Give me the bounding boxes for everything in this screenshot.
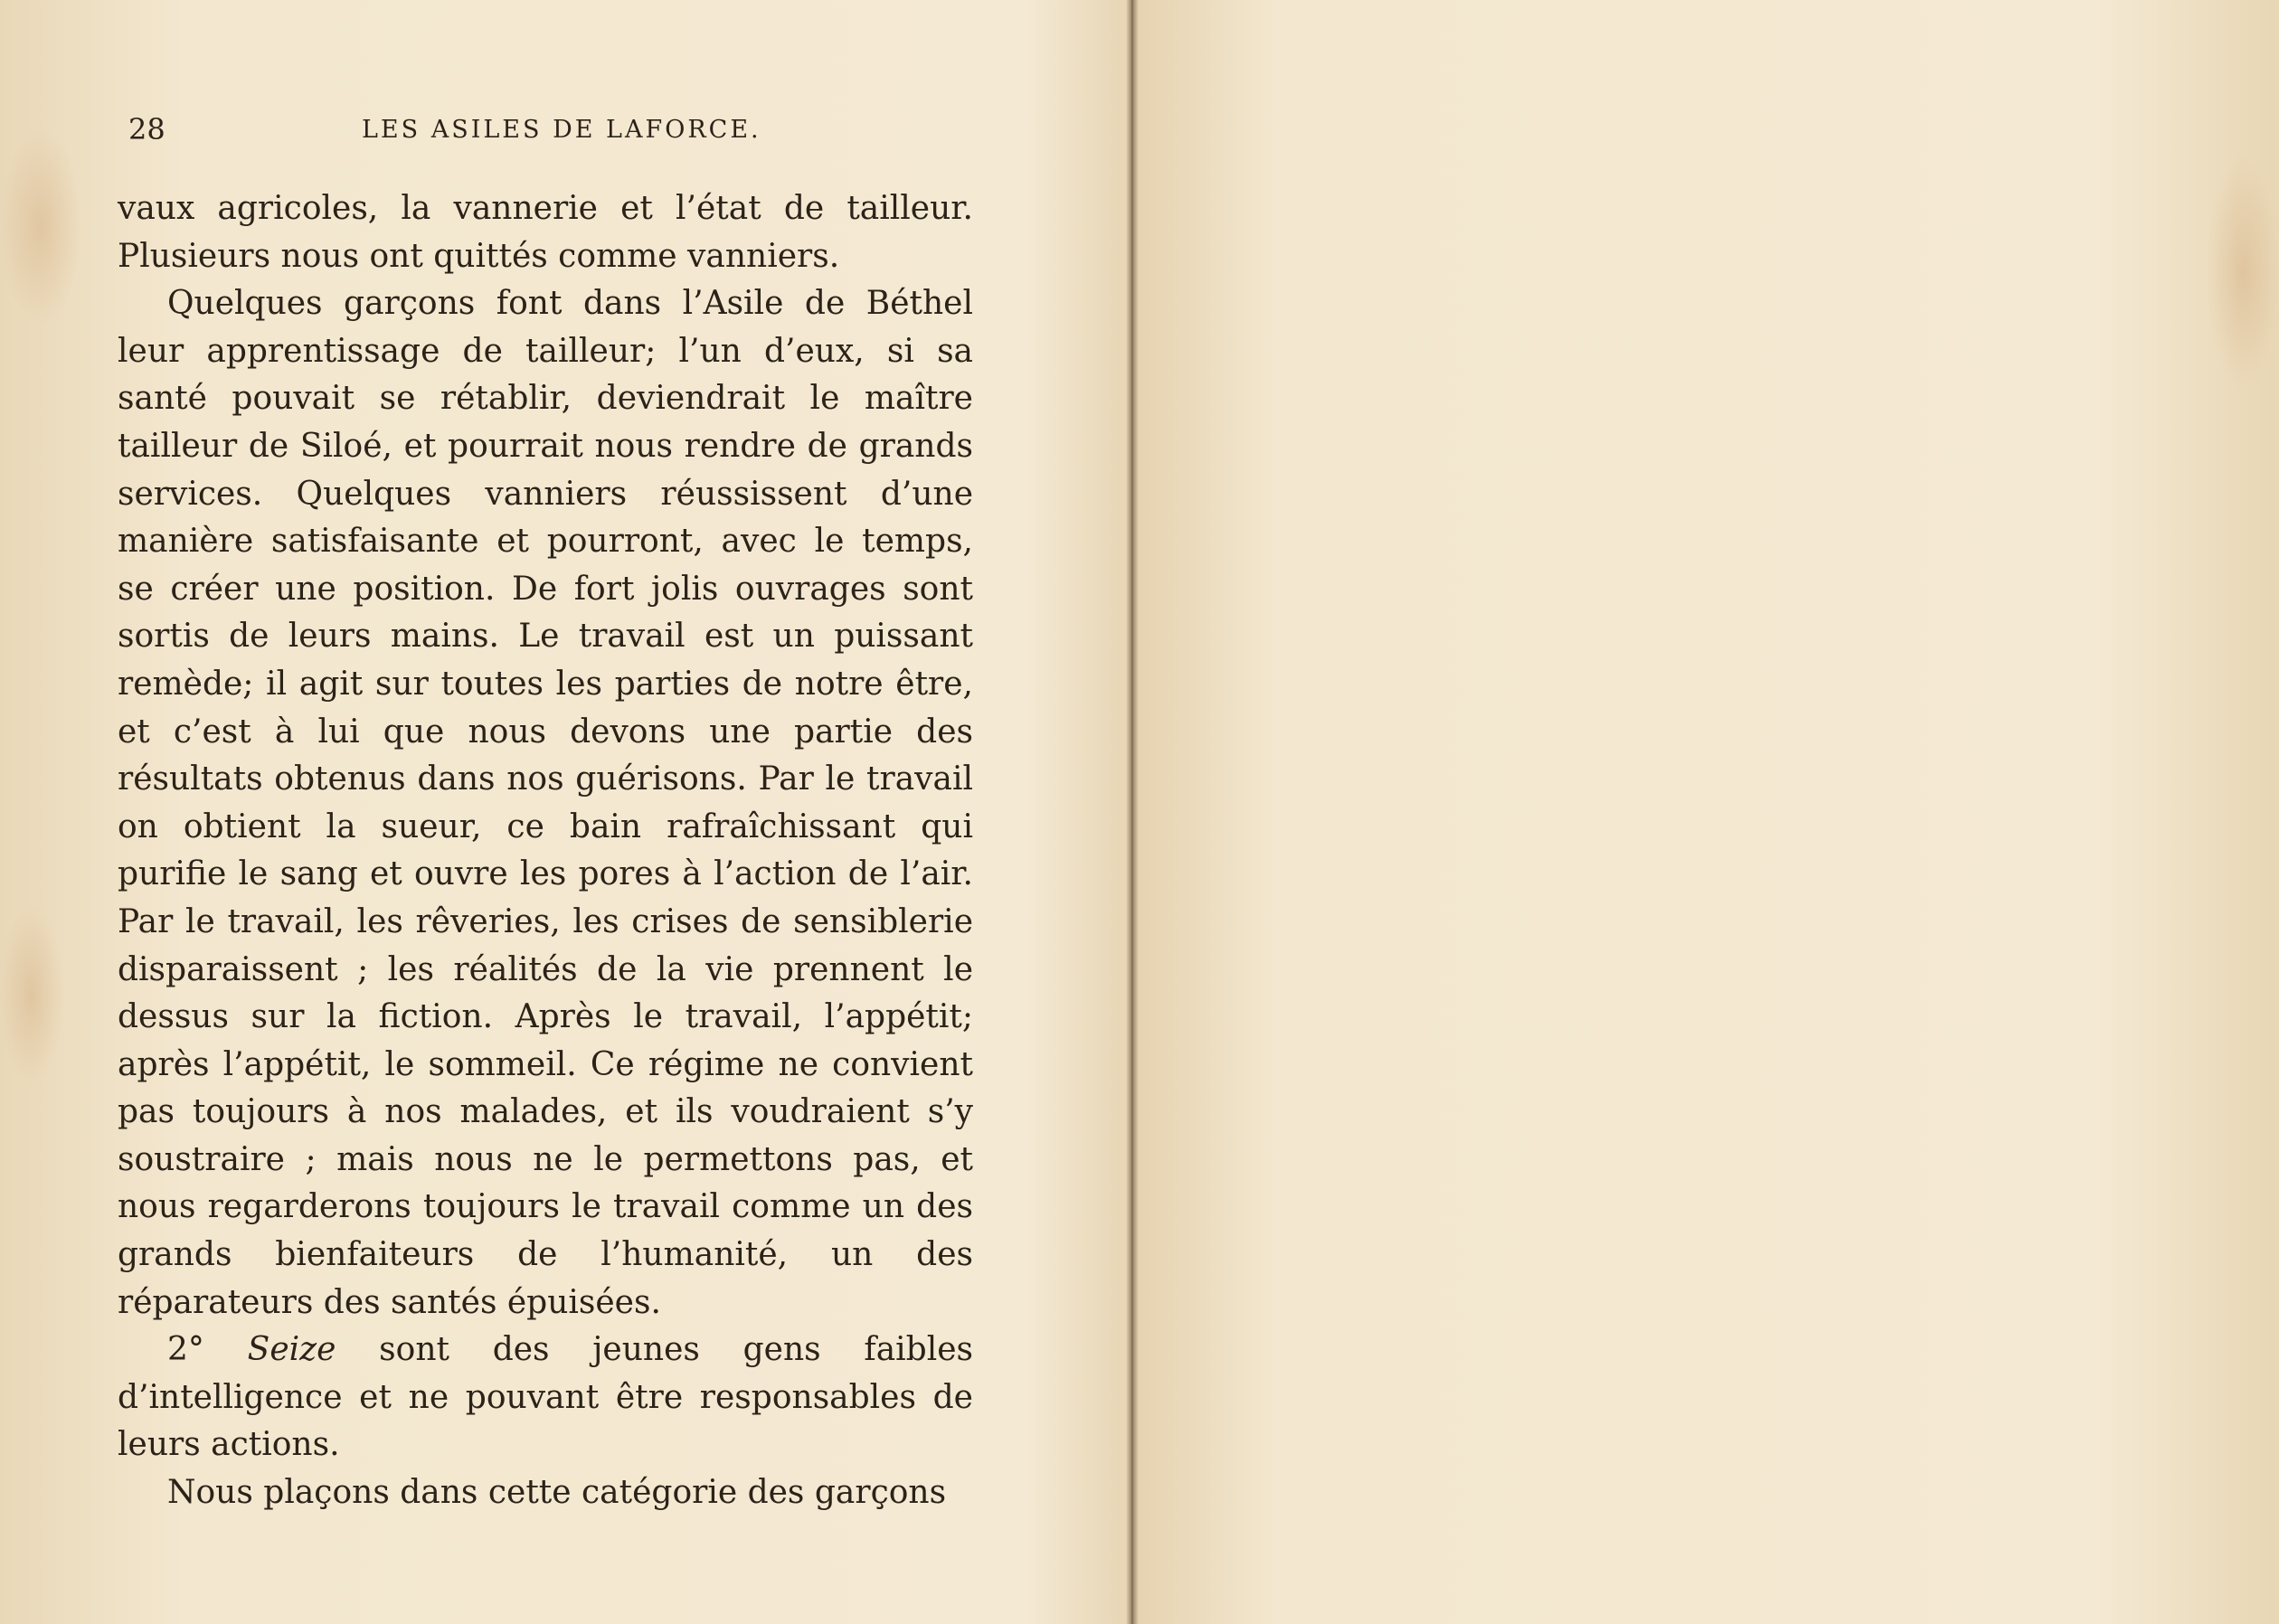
right-page <box>1139 0 2279 1624</box>
body-text <box>118 185 973 1517</box>
running-head: LES ASILES DE LAFORCE. <box>362 116 761 144</box>
page-number: 28 <box>128 112 165 146</box>
paragraph: Nous plaçons dans cette catégorie des garçons <box>167 1474 947 1512</box>
paragraph: Quelques garçons font dans l’Asile de Béthel leur apprentissage de tailleur; l’un d’eux, si sa santé pouvait se rétablir, deviendrait le maître tailleur de Siloé, et pourrait nous rendre de grands services. Quelques vanniers réussissent d’une manière satisfaisante et pourront, avec le temps, se créer une position. De fort jolis ouvrages sont sortis de leurs mains. Le travail est un puissant remède; il agit sur toutes les parties de notre être, et c’est à lui que nous devons une partie des résultats obtenus dans nos guérisons. Par le travail on obtient la sueur, ce bain rafraîchissant qui purifie le sang et ouvre les pores à l’action de l’air. Par le travail, les rêveries, les crises de sensiblerie disparaissent ; les réalités de la vie prennent le dessus sur la fiction. Après le travail, l’appétit; après l’appétit, le sommeil. Ce régime ne convient pas toujours à nos malades, et ils voudraient s’y soustraire ; mais nous ne le permettons pas, et nous regarderons toujours le travail comme un des grands bienfaiteurs de l’humanité, un des réparateurs des santés épuisées. <box>118 285 973 1321</box>
book-gutter <box>1126 0 1139 1624</box>
left-page <box>0 0 1126 1624</box>
paragraph: vaux agricoles, la vannerie et l’état de tailleur. Plusieurs nous ont quittés comme vanniers. <box>118 190 973 275</box>
paragraph: 2° Seize sont des jeunes gens faibles d’intelligence et ne pouvant être responsables de leurs actions. <box>118 1331 974 1464</box>
